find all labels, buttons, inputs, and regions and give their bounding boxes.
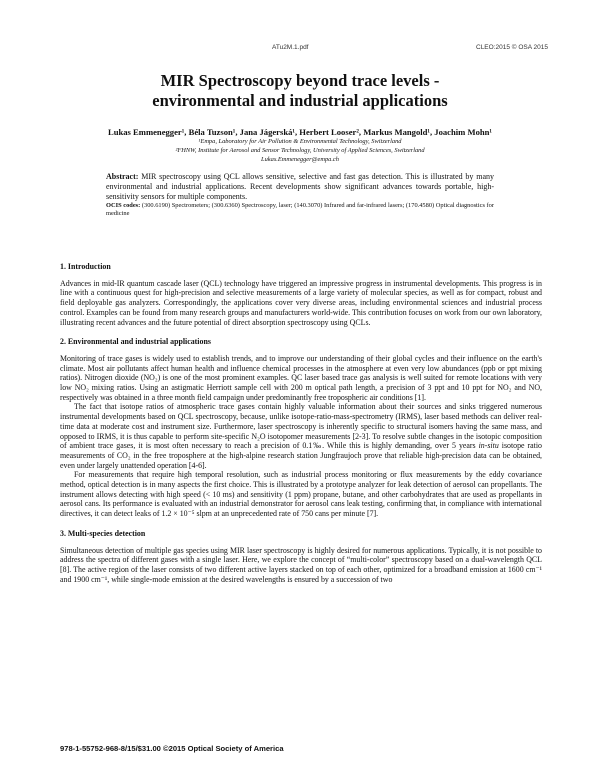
in-situ-term: in-situ <box>478 441 499 451</box>
abstract-label: Abstract: <box>106 172 139 181</box>
copyright-footer: 978-1-55752-968-8/15/$31.00 ©2015 Optical Society of America <box>60 744 284 753</box>
author-list: Lukas Emmenegger¹, Béla Tuzson¹, Jana Jágerská¹, Herbert Looser², Markus Mangold¹, Joachim Mohn¹ <box>107 127 493 137</box>
paper-id: ATu2M.1.pdf <box>272 44 309 51</box>
abstract-text: MIR spectroscopy using QCL allows sensitive, selective and fast gas detection. This is illustrated by many environmental and industrial applications. Recent developments show significant advances towards portable, high-sensitivity sensors for multiple components. <box>106 172 494 201</box>
ocis-text: (300.6190) Spectrometers; (300.6360) Spectroscopy, laser; (140.3070) Infrared and far-infrared lasers; (170.4580) Optical diagnostics for medicine <box>106 201 494 218</box>
paper-body <box>60 262 542 584</box>
affiliations <box>60 138 540 164</box>
conference-label: CLEO:2015 © OSA 2015 <box>476 44 549 51</box>
title-line-2: environmental and industrial applications <box>152 91 448 110</box>
section-heading-introduction: 1. Introduction <box>60 262 111 271</box>
paper-title <box>60 71 540 111</box>
multispecies-paragraph: Simultaneous detection of multiple gas species using MIR laser spectroscopy is highly desired for numerous applications. Typically, it is not possible to address the spectra of different gases with a single laser. Here, we explore the concept of “multi-color” spectroscopy based on a dual-wavelength QCL [8]. The active region of the laser consists of two different active layers stacked on top of each other, optimized for a broadband emission at 1600 cm⁻¹ and 1900 cm⁻¹, while single-mode emission at the desired wavelengths is ensured by a succession of two <box>60 545 542 584</box>
leak-rate-value: 1.2 × 10⁻⁵ <box>161 509 195 519</box>
abstract <box>106 172 494 219</box>
title-line-1: MIR Spectroscopy beyond trace levels - <box>160 71 440 90</box>
applications-paragraph-2: The fact that isotope ratios of atmospheric trace gases contain highly valuable information about their sources and sinks triggered numerous instrumental developments based on QCL spectroscopy, because, unlike isotope-ratio-mass-spectrometry (IRMS), laser based methods can deliver real-time data at moderate cost and instrument size. Furthermore, laser spectroscopy is inherently specific to structural isomers having the same mass, and opposed to IRMS, it is thus capable to perform site-specific N₂O isotopomer measurements [2-3]. To resolve subtle changes in the isotopic composition of ambient trace gases, it is most often necessary to reach a precision of 0.1‰. While this is highly demanding, over 5 years in-situ isotope ratio measurements of CO₂ in the free troposphere at the high-alpine research station Jungfraujoch prove that reliable high-precision data can be obtained, even under largely unattended operation [4-6]. <box>60 402 542 470</box>
affiliation-1: ¹Empa, Laboratory for Air Pollution & Environmental Technology, Switzerland <box>198 138 402 145</box>
applications-paragraph-3: For measurements that require high temporal resolution, such as industrial process monitoring or flux measurements by the eddy covariance method, optical detection is in many aspects the first choice. This is illustrated by a prototype analyzer for leak detection of aerosol can propellants. The instrument allows detecting with high speed (< 10 ms) and sensitivity (1 ppm) propane, butane, and other carbohydrates that are used as propellants in aerosol cans. Its performance is evaluated with an industrial demonstrator for aerosol cans leak testing, confirming that, in compliance with international directives, it can detect leaks of 1.2 × 10⁻⁵ slpm at an unprecedented rate of 750 cans per minute [7]. <box>60 470 542 519</box>
ocis-label: OCIS codes: <box>106 201 141 209</box>
section-heading-multispecies: 3. Multi-species detection <box>60 528 146 538</box>
ocis-codes <box>106 202 494 219</box>
section-heading-applications: 2. Environmental and industrial applications <box>60 337 211 347</box>
affiliation-2: ²FHNW, Institute for Aerosol and Sensor Technology, University of Applied Sciences, Switzerland <box>175 146 425 154</box>
contact-email: Lukas.Emmenegger@empa.ch <box>261 155 339 163</box>
applications-paragraph-1: Monitoring of trace gases is widely used to establish trends, and to improve our understanding of their global cycles and their influence on the earth's climate. Most air pollutants affect human health and influence chemical processes in the atmosphere at even very low abundances (ppb or ppt mixing ratios). Nitrogen dioxide (NO₂) is one of the most prominent examples. QC laser based trace gas analysis is well suited for remote locations with very low NO₂ mixing ratios. Using an astigmatic Herriott sample cell with 200 m optical path length, a precision of 3 ppt and 10 ppt for NO₂ and NO, respectively was obtained in a three month field campaign under predominantly free tropospheric air conditions [1]. <box>60 353 542 402</box>
intro-paragraph: Advances in mid-IR quantum cascade laser (QCL) technology have triggered an impressive progress in instrumental developments. This progress is in line with a continuous quest for high-precision and selective measurements of a large variety of molecular species, as well as for compact, robust and field deployable gas analyzers. Correspondingly, the applications cover very diverse areas, including environmental sciences and industrial process control. Examples can be found from many research groups and manufacturers world-wide. This contribution focuses on work from our own laboratory, illustrating recent advances and the future potential of direct absorption spectroscopy using QCLs. <box>60 278 542 327</box>
